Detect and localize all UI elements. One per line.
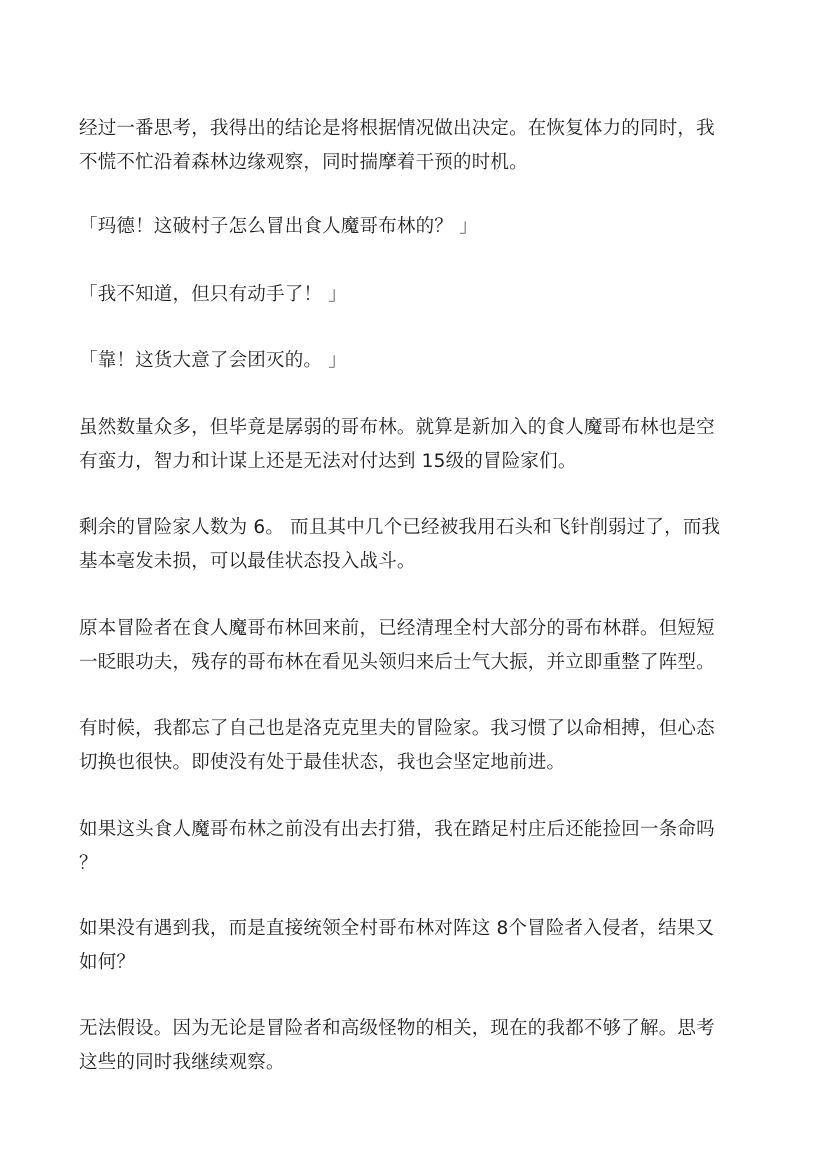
text-line: 「玛德！这破村子怎么冒出食人魔哥布林的？ 」	[79, 216, 478, 237]
text-line: 虽然数量众多，但毕竟是孱弱的哥布林。就算是新加入的食人魔哥布林也是空	[79, 417, 715, 438]
text-line: 如何？	[79, 952, 136, 973]
paragraph	[79, 411, 739, 479]
text-line: 这些的同时我继续观察。	[79, 1052, 285, 1073]
paragraph	[79, 612, 739, 680]
text-line: 无法假设。因为无论是冒险者和高级怪物的相关，现在的我都不够了解。思考	[79, 1018, 715, 1039]
paragraph	[79, 1012, 739, 1080]
text-line: 「我不知道，但只有动手了！ 」	[79, 284, 347, 305]
text-line: 切换也很快。即使没有处于最佳状态，我也会坚定地前进。	[79, 752, 566, 773]
dialogue-line	[79, 278, 739, 312]
text-line: 经过一番思考，我得出的结论是将根据情况做出决定。在恢复体力的同时，我	[79, 118, 715, 139]
text-line: 「靠！这货大意了会团灭的。 」	[79, 350, 347, 371]
dialogue-line	[79, 344, 739, 378]
text-line: 有蛮力，智力和计谋上还是无法对付达到 15级的冒险家们。	[79, 451, 577, 472]
text-line: ？	[79, 853, 98, 874]
text-line: 不慌不忙沿着森林边缘观察，同时揣摩着干预的时机。	[79, 152, 528, 173]
text-line: 原本冒险者在食人魔哥布林回来前，已经清理全村大部分的哥布林群。但短短	[79, 618, 715, 639]
text-line: 基本毫发未损，可以最佳状态投入战斗。	[79, 551, 416, 572]
dialogue-line	[79, 210, 739, 244]
text-line: 剩余的冒险家人数为 6。 而且其中几个已经被我用石头和飞针削弱过了，而我	[79, 517, 721, 538]
text-line: 一眨眼功夫，残存的哥布林在看见头领归来后士气大振，并立即重整了阵型。	[79, 652, 715, 673]
text-line: 有时候，我都忘了自己也是洛克克里夫的冒险家。我习惯了以命相搏，但心态	[79, 718, 715, 739]
text-line: 如果这头食人魔哥布林之前没有出去打猎，我在踏足村庄后还能捡回一条命吗	[79, 819, 715, 840]
paragraph	[79, 712, 739, 780]
paragraph	[79, 112, 739, 180]
paragraph	[79, 511, 739, 579]
text-line: 如果没有遇到我，而是直接统领全村哥布林对阵这 8个冒险者入侵者，结果又	[79, 918, 715, 939]
paragraph	[79, 912, 739, 980]
paragraph	[79, 813, 739, 881]
